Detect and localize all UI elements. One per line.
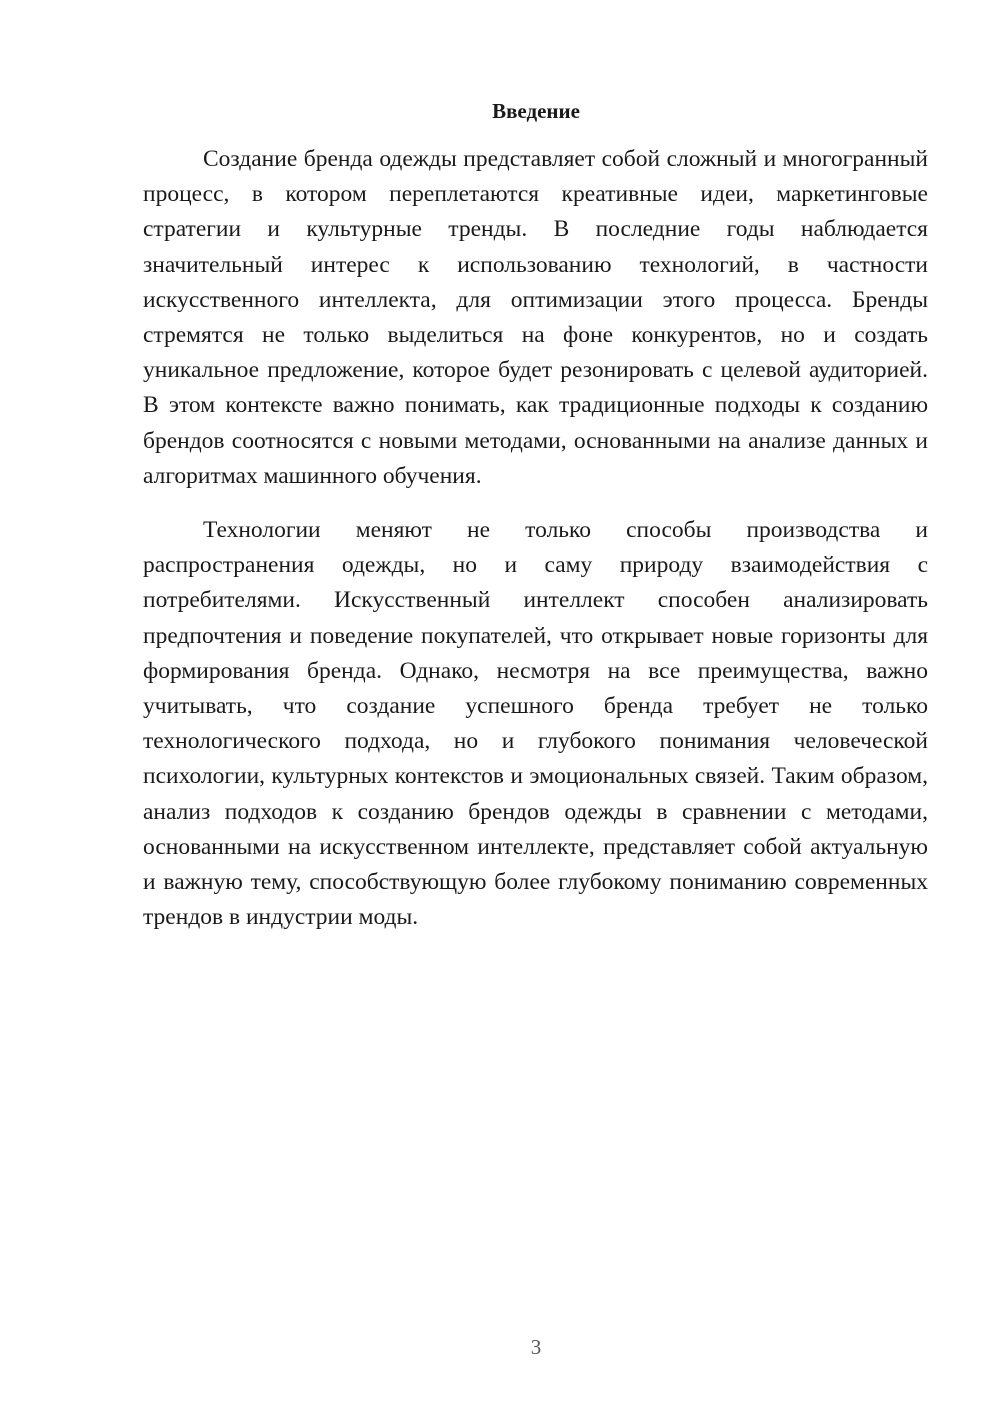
body-text xyxy=(143,142,928,935)
paragraph-2: Технологии меняют не только способы производства и распространения одежды, но и саму природу взаимодействия с потребителями. Искусственный интеллект способен анализировать предпочтения и поведение покупателей, что открывает новые горизонты для формирования бренда. Однако, несмотря на все преимущества, важно учитывать, что создание успешного бренда требует не только технологического подхода, но и глубокого понимания человеческой психологии, культурных контекстов и эмоциональных связей. Таким образом, анализ подходов к созданию брендов одежды в сравнении с методами, основанными на искусственном интеллекте, представляет собой актуальную и важную тему, способствующую более глубокому пониманию современных трендов в индустрии моды. xyxy=(143,517,928,931)
paragraph-1: Создание бренда одежды представляет собой сложный и многогранный процесс, в котором переплетаются креативные идеи, маркетинговые стратегии и культурные тренды. В последние годы наблюдается значительный интерес к использованию технологий, в частности искусственного интеллекта, для оптимизации этого процесса. Бренды стремятся не только выделиться на фоне конкурентов, но и создать уникальное предложение, которое будет резонировать с целевой аудиторией. В этом контексте важно понимать, как традиционные подходы к созданию брендов соотносятся с новыми методами, основанными на анализе данных и алгоритмах машинного обучения. xyxy=(143,146,928,489)
section-title: Введение xyxy=(492,99,580,123)
page-number: 3 xyxy=(530,1335,542,1359)
